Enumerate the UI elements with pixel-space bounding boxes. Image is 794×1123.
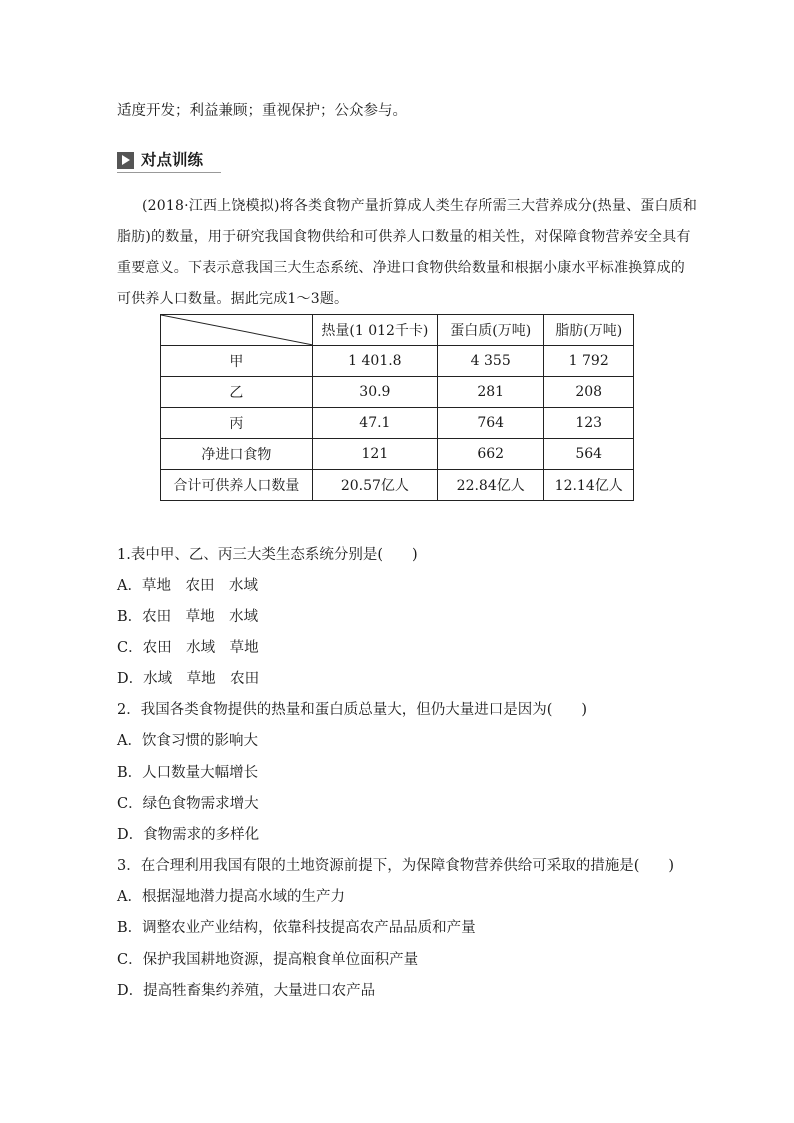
question-2-option-a: A．饮食习惯的影响大 [117, 733, 258, 749]
cell-fat: 123 [544, 408, 634, 439]
question-3-option-d: D．提高牲畜集约养殖，大量进口农产品 [117, 983, 376, 999]
intro-line-4: 可供养人口数量。据此完成1～3题。 [117, 291, 349, 307]
question-2-option-c: C．绿色食物需求增大 [117, 796, 259, 812]
cell-fat: 208 [544, 377, 634, 408]
section-underline [117, 172, 221, 173]
row-label: 乙 [161, 377, 313, 408]
question-1-stem: 1.表中甲、乙、丙三大类生态系统分别是( ) [117, 547, 418, 563]
question-3-option-a: A．根据湿地潜力提高水域的生产力 [117, 889, 345, 905]
table-header-row [161, 315, 634, 346]
section-header [117, 149, 221, 173]
table-row [161, 408, 634, 439]
question-1-option-d: D．水域 草地 农田 [117, 671, 260, 687]
question-3-option-b: B．调整农业产业结构，依靠科技提高农产品品质和产量 [117, 920, 476, 936]
cell-heat: 30.9 [312, 377, 437, 408]
intro-line-1: (2018·江西上饶模拟)将各类食物产量折算成人类生存所需三大营养成分(热量、蛋白质和 [142, 198, 698, 214]
table-row [161, 377, 634, 408]
play-triangle-icon [117, 152, 134, 169]
header-protein: 蛋白质(万吨) [438, 315, 544, 346]
cell-heat: 1 401.8 [312, 346, 437, 377]
top-line-text: 适度开发；利益兼顾；重视保护；公众参与。 [117, 103, 407, 119]
question-2-option-b: B．人口数量大幅增长 [117, 765, 259, 781]
intro-line-3: 重要意义。下表示意我国三大生态系统、净进口食物供给数量和根据小康水平标准换算成的 [117, 260, 685, 276]
cell-fat: 1 792 [544, 346, 634, 377]
row-label: 甲 [161, 346, 313, 377]
cell-protein: 281 [438, 377, 544, 408]
cell-fat: 564 [544, 439, 634, 470]
question-2-option-d: D．食物需求的多样化 [117, 827, 260, 843]
row-label: 丙 [161, 408, 313, 439]
cell-heat: 47.1 [312, 408, 437, 439]
cell-protein: 4 355 [438, 346, 544, 377]
table-corner-cell [161, 315, 313, 346]
cell-protein: 662 [438, 439, 544, 470]
header-heat: 热量(1 012千卡) [312, 315, 437, 346]
cell-protein: 764 [438, 408, 544, 439]
section-title: 对点训练 [141, 150, 204, 169]
question-1-option-a: A．草地 农田 水域 [117, 578, 258, 594]
cell-fat: 12.14亿人 [544, 470, 634, 501]
row-label: 合计可供养人口数量 [161, 470, 313, 501]
row-label: 净进口食物 [161, 439, 313, 470]
question-1-option-c: C．农田 水域 草地 [117, 640, 259, 656]
nutrition-table [160, 314, 634, 501]
header-fat: 脂肪(万吨) [544, 315, 634, 346]
intro-line-2: 脂肪)的数量，用于研究我国食物供给和可供养人口数量的相关性，对保障食物营养安全具有 [117, 229, 691, 245]
table-row [161, 439, 634, 470]
cell-heat: 20.57亿人 [312, 470, 437, 501]
question-2-stem: 2．我国各类食物提供的热量和蛋白质总量大，但仍大量进口是因为( ) [117, 702, 588, 718]
table-row [161, 346, 634, 377]
table-row [161, 470, 634, 501]
cell-protein: 22.84亿人 [438, 470, 544, 501]
question-3-stem: 3．在合理利用我国有限的土地资源前提下，为保障食物营养供给可采取的措施是( ) [117, 858, 675, 874]
cell-heat: 121 [312, 439, 437, 470]
diagonal-line [161, 315, 313, 345]
question-3-option-c: C．保护我国耕地资源，提高粮食单位面积产量 [117, 952, 419, 968]
question-1-option-b: B．农田 草地 水域 [117, 609, 259, 625]
